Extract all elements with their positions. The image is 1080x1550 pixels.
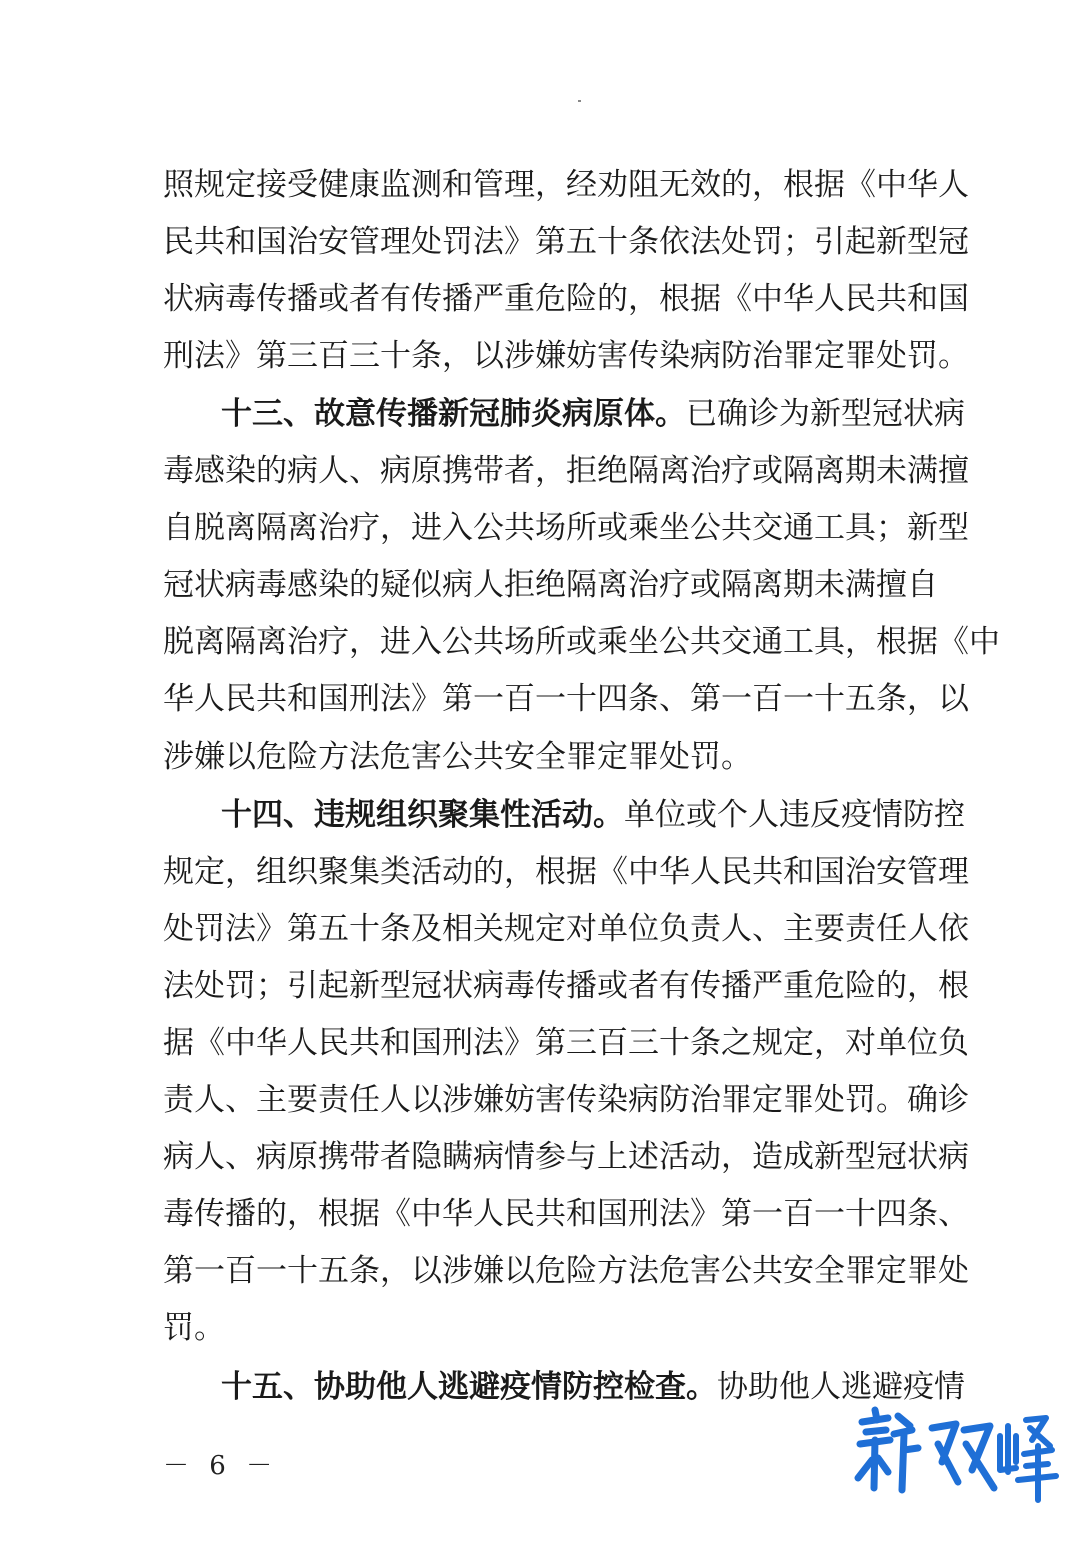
body-line: 责人、主要责任人以涉嫌妨害传染病防治罪定罪处罚。确诊 [163, 1082, 969, 1118]
body-line: 毒感染的病人、病原携带者，拒绝隔离治疗或隔离期未满擅 [163, 453, 969, 489]
section-15-text: 协助他人逃避疫情 [717, 1369, 965, 1405]
body-line: 涉嫌以危险方法危害公共安全罪定罪处罚。 [163, 739, 752, 775]
watermark-logo [848, 1400, 1060, 1510]
body-line: 第一百一十五条，以涉嫌以危险方法危害公共安全罪定罪处 [163, 1253, 969, 1289]
body-line: 刑法》第三百三十条，以涉嫌妨害传染病防治罪定罪处罚。 [163, 338, 969, 374]
body-line: 冠状病毒感染的疑似病人拒绝隔离治疗或隔离期未满擅自 [163, 567, 938, 603]
body-line: 脱离隔离治疗，进入公共场所或乘坐公共交通工具，根据《中 [163, 624, 1000, 660]
page-number: － 6 － [163, 1451, 279, 1481]
section-14-heading: 十四、违规组织聚集性活动。 [221, 797, 624, 833]
section-13-text: 已确诊为新型冠状病 [686, 396, 965, 432]
body-line: 民共和国治安管理处罚法》第五十条依法处罚；引起新型冠 [163, 224, 969, 260]
body-line: 法处罚；引起新型冠状病毒传播或者有传播严重危险的，根 [163, 968, 969, 1004]
watermark-char-feng [1000, 1418, 1056, 1500]
body-line: 据《中华人民共和国刑法》第三百三十条之规定，对单位负 [163, 1025, 969, 1061]
section-15-heading: 十五、协助他人逃避疫情防控检查。 [221, 1369, 717, 1405]
section-13-first-line [221, 386, 965, 442]
scan-dot [578, 100, 581, 102]
watermark-char-xin [858, 1410, 918, 1490]
section-13-heading: 十三、故意传播新冠肺炎病原体。 [221, 396, 686, 432]
body-line: 华人民共和国刑法》第一百一十四条、第一百一十五条，以 [163, 681, 969, 717]
body-line: 规定，组织聚集类活动的，根据《中华人民共和国治安管理 [163, 854, 969, 890]
body-line: 照规定接受健康监测和管理，经劝阻无效的，根据《中华人 [163, 167, 969, 203]
body-line: 罚。 [163, 1310, 225, 1346]
watermark-brush-strokes [858, 1410, 1056, 1500]
section-14-first-line [221, 787, 965, 843]
section-14-text: 单位或个人违反疫情防控 [624, 797, 965, 833]
watermark-char-shuang [932, 1424, 994, 1488]
body-line: 状病毒传播或者有传播严重危险的，根据《中华人民共和国 [163, 281, 969, 317]
section-15-first-line [221, 1359, 965, 1415]
body-line: 处罚法》第五十条及相关规定对单位负责人、主要责任人依 [163, 911, 969, 947]
body-line: 病人、病原携带者隐瞒病情参与上述活动，造成新型冠状病 [163, 1139, 969, 1175]
body-line: 自脱离隔离治疗，进入公共场所或乘坐公共交通工具；新型 [163, 510, 969, 546]
body-line: 毒传播的，根据《中华人民共和国刑法》第一百一十四条、 [163, 1196, 969, 1232]
